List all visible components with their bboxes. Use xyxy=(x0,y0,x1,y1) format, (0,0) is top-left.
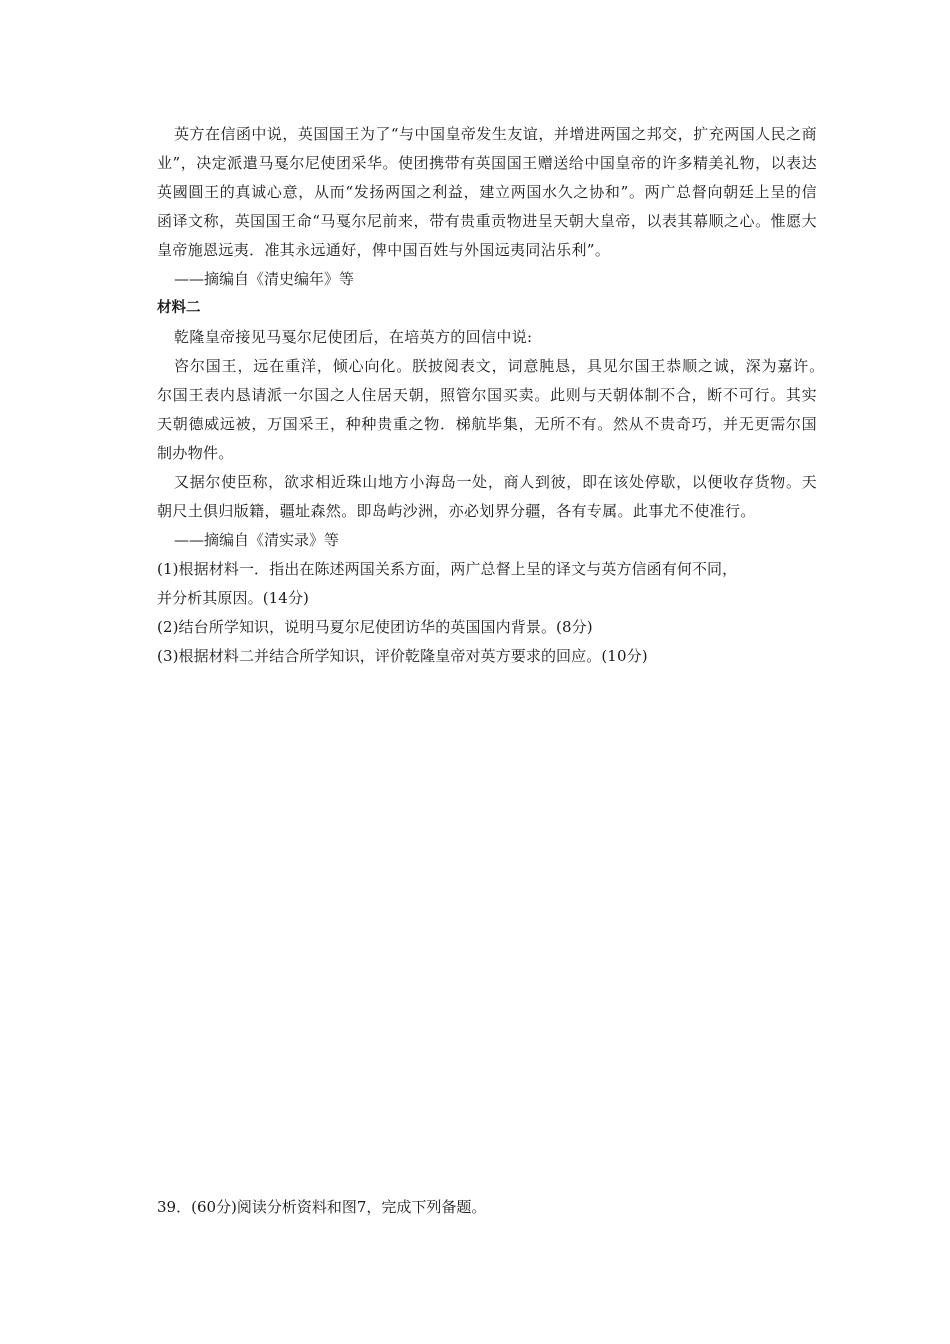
question-1-line-2: 并分析其原因。(14分) xyxy=(157,589,309,607)
next-question-prompt: 39．(60分)阅读分析资料和图7，完成下列备题。 xyxy=(157,1198,487,1216)
question-list xyxy=(157,555,817,671)
material-two-source: ——摘编自《清实录》等 xyxy=(174,531,340,549)
question-2: (2)结台所学知识，说明马夏尔尼使团访华的英国国内背景。(8分) xyxy=(157,618,593,636)
material-two-heading: 材料二 xyxy=(157,300,201,316)
material-two-paragraph-1: 咨尔国王，远在重洋，倾心向化。朕披阅表文，词意肫恳，具见尔国王恭顺之诚，深为嘉许。 尔国王表内恳请派一尔国之人住居天朝，照管尔国买卖。此则与天朝体制不合，断不可行。其实天朝德威远被，万国采王，种种贵重之物．梯航毕集，无所不有。然从不贵奇巧，并无更需尔国制办物件。 xyxy=(157,357,833,462)
material-two-intro: 乾隆皇帝接见马戛尔尼使团后，在培英方的回信中说: xyxy=(174,328,533,346)
question-1-line-1: (1)根据材料一．指出在陈述两国关系方面，两广总督上呈的译文与英方信函有何不同， xyxy=(157,560,738,578)
material-section xyxy=(157,120,833,671)
material-one-paragraph: 英方在信函中说，英国国王为了“与中国皇帝发生友谊，并增进两国之邦交，扩充两国人民之商业”，决定派遣马戛尔尼使团采华。使团携带有英国国王赠送给中国皇帝的许多精美礼物，以表达英國圓王的真诚心意，从而“发扬两国之利益，建立两国水久之协和”。两广总督向朝廷上呈的信函译文称，英国国王命“马戛尔尼前来，带有贵重贡物进呈天朝大皇帝，以表其幕顺之心。惟愿大皇帝施恩远夷．准其永远通好，俾中国百姓与外国远夷同沾乐利”。 xyxy=(157,125,817,259)
material-two-paragraph-2: 又据尔使臣称，欲求相近珠山地方小海岛一处，商人到彼，即在该处停歇，以便收存货物。天朝尺土俱归版籍，疆址森然。即岛屿沙洲，亦必划界分疆，各有专属。此事尤不使准行。 xyxy=(157,473,817,520)
question-3: (3)根据材料二并结合所学知识，评价乾隆皇帝对英方要求的回应。(10分) xyxy=(157,647,648,665)
material-one-source: ——摘编自《清史编年》等 xyxy=(174,270,355,288)
